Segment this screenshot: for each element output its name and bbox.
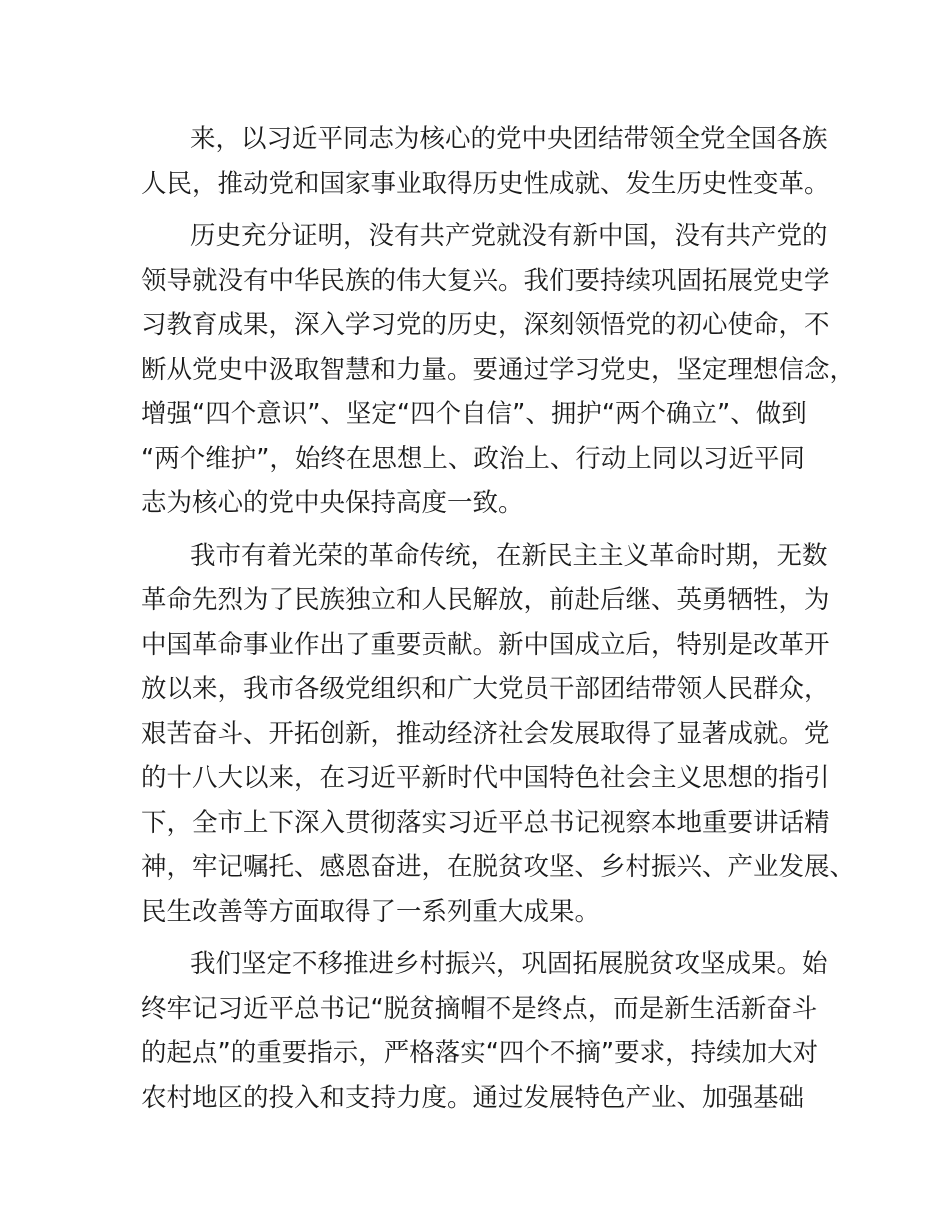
text-line: 增强“四个意识”、坚定“四个自信”、拥护“两个确立”、做到	[141, 399, 807, 429]
text-line: 习教育成果，深入学习党的历史，深刻领悟党的初心使命，不	[141, 310, 830, 340]
text-line: 农村地区的投入和支持力度。通过发展特色产业、加强基础	[141, 1082, 805, 1113]
text-line: 我们坚定不移推进乡村振兴，巩固拓展脱贫攻坚成果。始	[190, 949, 828, 979]
paragraph-3	[141, 534, 856, 935]
text-line: 艰苦奋斗、开拓创新，推动经济社会发展取得了显著成就。党	[141, 718, 830, 749]
text-line: 的十八大以来，在习近平新时代中国特色社会主义思想的指引	[141, 763, 830, 793]
text-line: 革命先烈为了民族独立和人民解放，前赴后继、英勇牺牲，为	[141, 585, 830, 615]
text-line: 中国革命事业作出了重要贡献。新中国成立后，特别是改革开	[141, 629, 830, 660]
text-line: 下，全市上下深入贯彻落实习近平总书记视察本地重要讲话精	[141, 807, 830, 838]
body-text	[141, 117, 856, 1128]
text-line: 来，以习近平同志为核心的党中央团结带领全党全国各族	[190, 124, 828, 154]
text-line: 领导就没有中华民族的伟大复兴。我们要持续巩固拓展党史学	[141, 265, 830, 296]
text-line: 终牢记习近平总书记“脱贫摘帽不是终点，而是新生活新奋斗	[141, 993, 818, 1024]
text-line: 历史充分证明，没有共产党就没有新中国，没有共产党的	[190, 221, 828, 251]
paragraph-2	[141, 214, 856, 526]
paragraph-1	[141, 117, 841, 206]
paragraph-4	[141, 942, 841, 1120]
text-line: 放以来，我市各级党组织和广大党员干部团结带领人民群众，	[141, 674, 830, 704]
text-line: 我市有着光荣的革命传统，在新民主主义革命时期，无数	[190, 540, 828, 571]
text-line: 的起点”的重要指示，严格落实“四个不摘”要求，持续加大对	[141, 1038, 819, 1068]
text-line: 神，牢记嘱托、感恩奋进，在脱贫攻坚、乡村振兴、产业发展、	[141, 852, 856, 882]
text-line: “两个维护”，始终在思想上、政治上、行动上同以习近平同	[141, 443, 805, 474]
text-line: 人民，推动党和国家事业取得历史性成就、发生历史性变革。	[141, 168, 830, 199]
text-line: 民生改善等方面取得了一系列重大成果。	[141, 896, 601, 927]
text-line: 志为核心的党中央保持高度一致。	[141, 488, 524, 518]
text-line: 断从党史中汲取智慧和力量。要通过学习党史，坚定理想信念，	[141, 354, 856, 385]
